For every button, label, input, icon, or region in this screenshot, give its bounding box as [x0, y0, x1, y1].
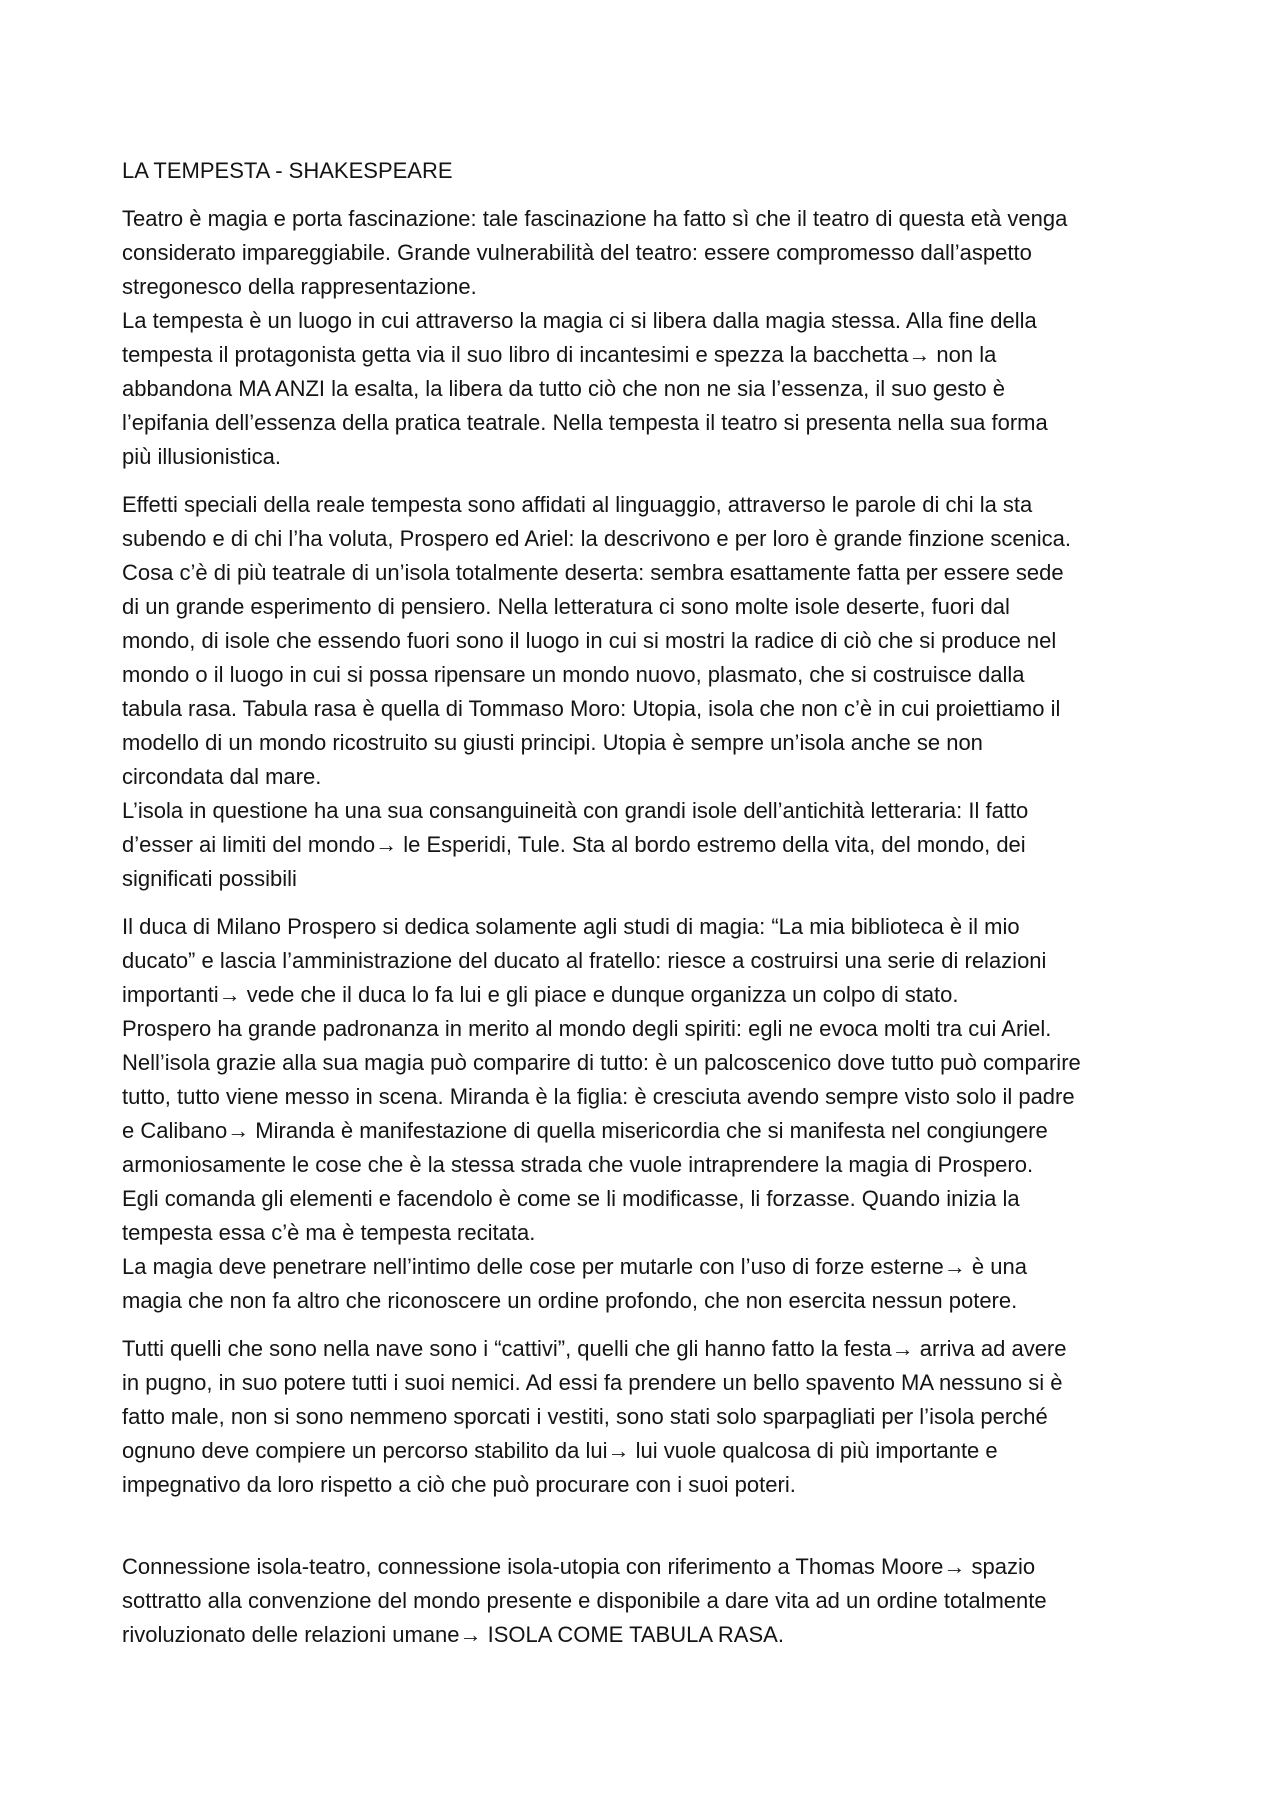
- text-line: d’esser ai limiti del mondo→ le Esperidi, Tule. Sta al bordo estremo della vita, del mondo, dei: [122, 832, 1026, 857]
- text-line: e Calibano→ Miranda è manifestazione di quella misericordia che si manifesta nel congiungere: [122, 1118, 1048, 1143]
- paragraph-island: [122, 488, 1172, 896]
- document-title: LA TEMPESTA - SHAKESPEARE: [122, 158, 453, 183]
- text-line: Effetti speciali della reale tempesta sono affidati al linguaggio, attraverso le parole di chi la sta: [122, 492, 1033, 517]
- text-line: fatto male, non si sono nemmeno sporcati i vestiti, sono stati solo sparpagliati per l’isola perché: [122, 1404, 1048, 1429]
- text-line: l’epifania dell’essenza della pratica teatrale. Nella tempesta il teatro si presenta nella sua forma: [122, 410, 1048, 435]
- text-line: sottratto alla convenzione del mondo presente e disponibile a dare vita ad un ordine totalmente: [122, 1588, 1047, 1613]
- paragraph-conclusion: [122, 1550, 1172, 1652]
- text-line: subendo e di chi l’ha voluta, Prospero ed Ariel: la descrivono e per loro è grande finzione scenica.: [122, 526, 1072, 551]
- text-line: Connessione isola-teatro, connessione isola-utopia con riferimento a Thomas Moore→ spazio: [122, 1554, 1036, 1579]
- text-line: Il duca di Milano Prospero si dedica solamente agli studi di magia: “La mia biblioteca è il mio: [122, 914, 1020, 939]
- text-line: Tutti quelli che sono nella nave sono i “cattivi”, quelli che gli hanno fatto la festa→ arriva ad avere: [122, 1336, 1067, 1361]
- text-line: stregonesco della rappresentazione.: [122, 274, 477, 299]
- text-line: mondo, di isole che essendo fuori sono il luogo in cui si mostri la radice di ciò che si produce nel: [122, 628, 1057, 653]
- text-line: tempesta il protagonista getta via il suo libro di incantesimi e spezza la bacchetta→ non la: [122, 342, 997, 367]
- text-line: significati possibili: [122, 866, 297, 891]
- text-line: mondo o il luogo in cui si possa ripensare un mondo nuovo, plasmato, che si costruisce dalla: [122, 662, 1025, 687]
- text-line: modello di un mondo ricostruito su giusti principi. Utopia è sempre un’isola anche se non: [122, 730, 983, 755]
- text-line: La tempesta è un luogo in cui attraverso la magia ci si libera dalla magia stessa. Alla fine della: [122, 308, 1037, 333]
- text-line: L’isola in questione ha una sua consanguineità con grandi isole dell’antichità letteraria: Il fatto: [122, 798, 1029, 823]
- text-line: Prospero ha grande padronanza in merito al mondo degli spiriti: egli ne evoca molti tra cui Ariel.: [122, 1016, 1052, 1041]
- paragraph-prospero: [122, 910, 1172, 1318]
- text-line: in pugno, in suo potere tutti i suoi nemici. Ad essi fa prendere un bello spavento MA nessuno si è: [122, 1370, 1063, 1395]
- text-line: Cosa c’è di più teatrale di un’isola totalmente deserta: sembra esattamente fatta per essere sede: [122, 560, 1064, 585]
- text-line: importanti→ vede che il duca lo fa lui e gli piace e dunque organizza un colpo di stato.: [122, 982, 959, 1007]
- text-line: più illusionistica.: [122, 444, 281, 469]
- text-line: La magia deve penetrare nell’intimo delle cose per mutarle con l’uso di forze esterne→ è una: [122, 1254, 1027, 1279]
- text-line: ognuno deve compiere un percorso stabilito da lui→ lui vuole qualcosa di più importante e: [122, 1438, 998, 1463]
- text-line: armoniosamente le cose che è la stessa strada che vuole intraprendere la magia di Prospero.: [122, 1152, 1034, 1177]
- text-line: abbandona MA ANZI la esalta, la libera da tutto ciò che non ne sia l’essenza, il suo gesto è: [122, 376, 1005, 401]
- text-line: tempesta essa c’è ma è tempesta recitata.: [122, 1220, 536, 1245]
- text-line: di un grande esperimento di pensiero. Nella letteratura ci sono molte isole deserte, fuori dal: [122, 594, 1010, 619]
- paragraph-intro: [122, 202, 1172, 474]
- paragraph-ship: [122, 1332, 1172, 1502]
- text-line: circondata dal mare.: [122, 764, 322, 789]
- text-line: Teatro è magia e porta fascinazione: tale fascinazione ha fatto sì che il teatro di questa età venga: [122, 206, 1068, 231]
- text-line: considerato impareggiabile. Grande vulnerabilità del teatro: essere compromesso dall’aspetto: [122, 240, 1032, 265]
- text-line: Egli comanda gli elementi e facendolo è come se li modificasse, li forzasse. Quando inizia la: [122, 1186, 1020, 1211]
- text-line: ducato” e lascia l’amministrazione del ducato al fratello: riesce a costruirsi una serie di relazioni: [122, 948, 1047, 973]
- text-line: tutto, tutto viene messo in scena. Miranda è la figlia: è cresciuta avendo sempre visto solo il padre: [122, 1084, 1075, 1109]
- text-line: Nell’isola grazie alla sua magia può comparire di tutto: è un palcoscenico dove tutto può comparire: [122, 1050, 1081, 1075]
- text-line: impegnativo da loro rispetto a ciò che può procurare con i suoi poteri.: [122, 1472, 796, 1497]
- text-line: tabula rasa. Tabula rasa è quella di Tommaso Moro: Utopia, isola che non c’è in cui proiettiamo il: [122, 696, 1061, 721]
- text-line: rivoluzionato delle relazioni umane→ ISOLA COME TABULA RASA.: [122, 1622, 784, 1647]
- document-page: [122, 154, 1172, 1666]
- text-line: magia che non fa altro che riconoscere un ordine profondo, che non esercita nessun potere.: [122, 1288, 1018, 1313]
